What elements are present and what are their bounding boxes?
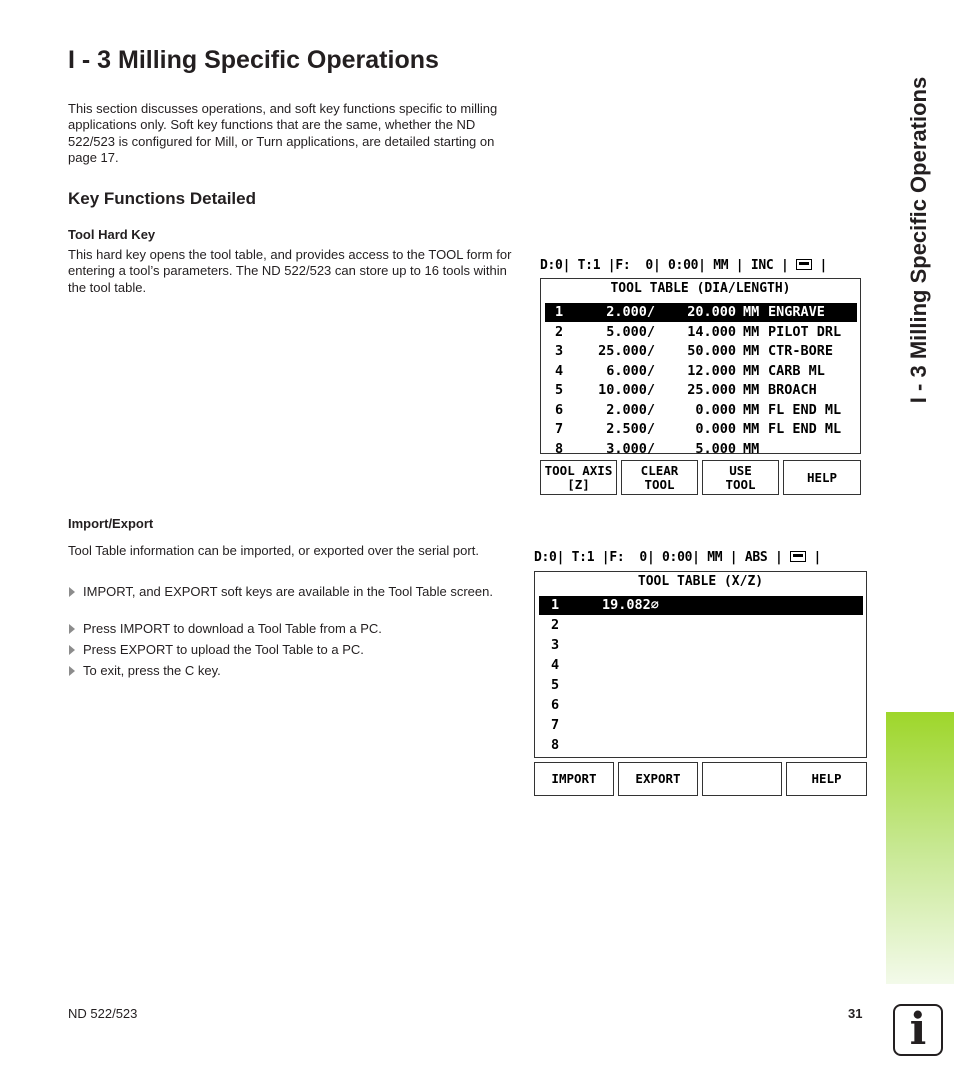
tool-number: 5 (555, 382, 564, 398)
mode-status: INC (750, 258, 774, 273)
table-row[interactable] (545, 401, 857, 420)
mode-status: ABS (744, 550, 768, 565)
softkey-label: HELP (806, 469, 838, 485)
intro-paragraph: This section discusses operations, and soft key functions specific to milling applications only. Soft key functions that are the same, whether the ND 522/523 is configured for Mill, or Turn applications, are detailed starting on page 17. (68, 101, 498, 166)
softkey-label: HELP (811, 771, 842, 786)
softkey-label: IMPORT (551, 771, 597, 786)
tool-number: 3 (551, 637, 560, 653)
help-softkey[interactable] (783, 460, 861, 495)
info-glyph: i (909, 1004, 927, 1055)
tool-diameter: 3.000/ (606, 441, 655, 457)
tool-number: 6 (551, 697, 560, 713)
tool-table-screen-dia-length (540, 256, 865, 496)
table-row[interactable] (545, 440, 857, 459)
tool-length: 25.000 (687, 382, 736, 398)
tool-number: 2 (555, 324, 564, 340)
tool-status: T:1 (577, 258, 601, 273)
tool-unit: MM (743, 382, 760, 398)
softkey-label: [Z] (567, 476, 590, 492)
table-row[interactable] (545, 420, 857, 439)
softkey-label: CLEAR (640, 462, 679, 478)
unit-status: MM (713, 258, 729, 273)
feed-status: F: 0 (615, 258, 653, 273)
triangle-bullet-icon (69, 587, 75, 597)
tool-type: FL END ML (768, 402, 842, 418)
softkey-label: USE (729, 462, 752, 478)
page-title: I - 3 Milling Specific Operations (68, 46, 439, 74)
tool-number: 6 (555, 402, 564, 418)
tool-number: 5 (551, 677, 560, 693)
tool-table (534, 571, 867, 758)
tool-type: CTR-BORE (768, 343, 834, 359)
table-row[interactable] (545, 362, 857, 381)
tool-type: ENGRAVE (768, 304, 825, 320)
tool-number: 2 (551, 617, 560, 633)
bullet-text: Press IMPORT to download a Tool Table from a PC. (83, 621, 382, 636)
table-row[interactable] (545, 323, 857, 342)
tool-diameter: 2.500/ (606, 421, 655, 437)
tool-unit: MM (743, 441, 760, 457)
softkey-bar (540, 460, 861, 495)
tool-diameter: 2.000/ (606, 402, 655, 418)
tool-value: 19.082⌀ (602, 597, 659, 613)
table-row[interactable] (539, 696, 863, 715)
tool-number: 4 (555, 363, 564, 379)
tool-number: 1 (555, 304, 564, 320)
info-icon (893, 1004, 943, 1056)
table-row[interactable] (539, 616, 863, 635)
time-status: 0:00 (668, 258, 699, 273)
table-row[interactable] (539, 636, 863, 655)
status-bar: D:0| T:1 |F: 0| 0:00| MM | ABS | | (534, 550, 822, 565)
tool-length: 5.000 (695, 441, 736, 457)
export-softkey[interactable] (618, 762, 698, 796)
tool-number: 4 (551, 657, 560, 673)
feed-status: F: 0 (609, 550, 647, 565)
tool-number: 8 (551, 737, 560, 753)
tool-number: 7 (551, 717, 560, 733)
tool-diameter: 10.000/ (598, 382, 655, 398)
softkey-label: TOOL AXIS (544, 462, 613, 478)
tool-unit: MM (743, 343, 760, 359)
triangle-bullet-icon (69, 645, 75, 655)
table-row[interactable] (539, 596, 863, 615)
tool-hard-key-heading: Tool Hard Key (68, 227, 156, 242)
tool-length: 0.000 (695, 421, 736, 437)
page-number: 31 (848, 1006, 863, 1021)
import-softkey[interactable] (534, 762, 614, 796)
tool-type: CARB ML (768, 363, 825, 379)
table-row[interactable] (545, 303, 857, 322)
datum-status: D:0 (540, 258, 563, 273)
softkey-label: TOOL (725, 476, 756, 492)
import-export-text: Tool Table information can be imported, or exported over the serial port. (68, 543, 479, 558)
tool-icon (796, 259, 812, 270)
bullet-item (68, 663, 508, 679)
tool-diameter: 25.000/ (598, 343, 655, 359)
help-softkey[interactable] (786, 762, 867, 796)
tool-diameter: 2.000/ (606, 304, 655, 320)
side-tab-accent (886, 712, 954, 984)
unit-status: MM (707, 550, 723, 565)
softkey-label: EXPORT (635, 771, 681, 786)
triangle-bullet-icon (69, 624, 75, 634)
table-row[interactable] (545, 342, 857, 361)
softkey-label: TOOL (644, 476, 675, 492)
table-row[interactable] (539, 716, 863, 735)
table-title: TOOL TABLE (X/Z) (637, 574, 764, 589)
status-bar: D:0| T:1 |F: 0| 0:00| MM | INC | | (540, 258, 828, 273)
datum-status: D:0 (534, 550, 557, 565)
tool-length: 20.000 (687, 304, 736, 320)
time-status: 0:00 (662, 550, 693, 565)
tool-number: 3 (555, 343, 564, 359)
bullet-text: Press EXPORT to upload the Tool Table to a PC. (83, 642, 364, 657)
tool-number: 8 (555, 441, 564, 457)
tool-unit: MM (743, 363, 760, 379)
tool-length: 14.000 (687, 324, 736, 340)
softkey-bar (534, 762, 867, 796)
tool-table-screen-x-z (534, 548, 870, 798)
clear-tool-softkey[interactable] (621, 460, 698, 495)
tool-hard-key-text: This hard key opens the tool table, and provides access to the TOOL form for entering a tool’s parameters. The ND 522/523 can store up to 16 tools within the tool table. (68, 247, 512, 295)
table-row[interactable] (539, 676, 863, 695)
triangle-bullet-icon (69, 666, 75, 676)
table-row[interactable] (539, 736, 863, 755)
bullet-item (68, 642, 508, 658)
tool-status: T:1 (571, 550, 595, 565)
tool-type: BROACH (768, 382, 817, 398)
tool-unit: MM (743, 304, 760, 320)
tool-length: 50.000 (687, 343, 736, 359)
import-export-heading: Import/Export (68, 516, 154, 531)
tool-unit: MM (743, 324, 760, 340)
bullet-text: IMPORT, and EXPORT soft keys are available in the Tool Table screen. (83, 584, 493, 599)
tool-number: 1 (551, 597, 560, 613)
table-row[interactable] (545, 381, 857, 400)
bullet-item (68, 584, 508, 600)
tool-length: 12.000 (687, 363, 736, 379)
use-tool-softkey[interactable] (702, 460, 779, 495)
table-title: TOOL TABLE (DIA/LENGTH) (610, 281, 791, 296)
bullet-item (68, 621, 508, 637)
bullet-text: To exit, press the C key. (83, 663, 221, 678)
tool-diameter: 5.000/ (606, 324, 655, 340)
side-chapter-title: I - 3 Milling Specific Operations (906, 76, 931, 404)
tool-length: 0.000 (695, 402, 736, 418)
section-heading: Key Functions Detailed (68, 189, 256, 208)
table-row[interactable] (539, 656, 863, 675)
blank-softkey[interactable] (702, 762, 782, 796)
tool-type: FL END ML (768, 421, 842, 437)
tool-axis-softkey[interactable] (540, 460, 617, 495)
tool-unit: MM (743, 402, 760, 418)
tool-table (540, 278, 861, 457)
tool-diameter: 6.000/ (606, 363, 655, 379)
footer-product: ND 522/523 (68, 1006, 138, 1021)
tool-unit: MM (743, 421, 760, 437)
tool-number: 7 (555, 421, 564, 437)
tool-type: PILOT DRL (768, 324, 842, 340)
tool-icon (790, 551, 806, 562)
